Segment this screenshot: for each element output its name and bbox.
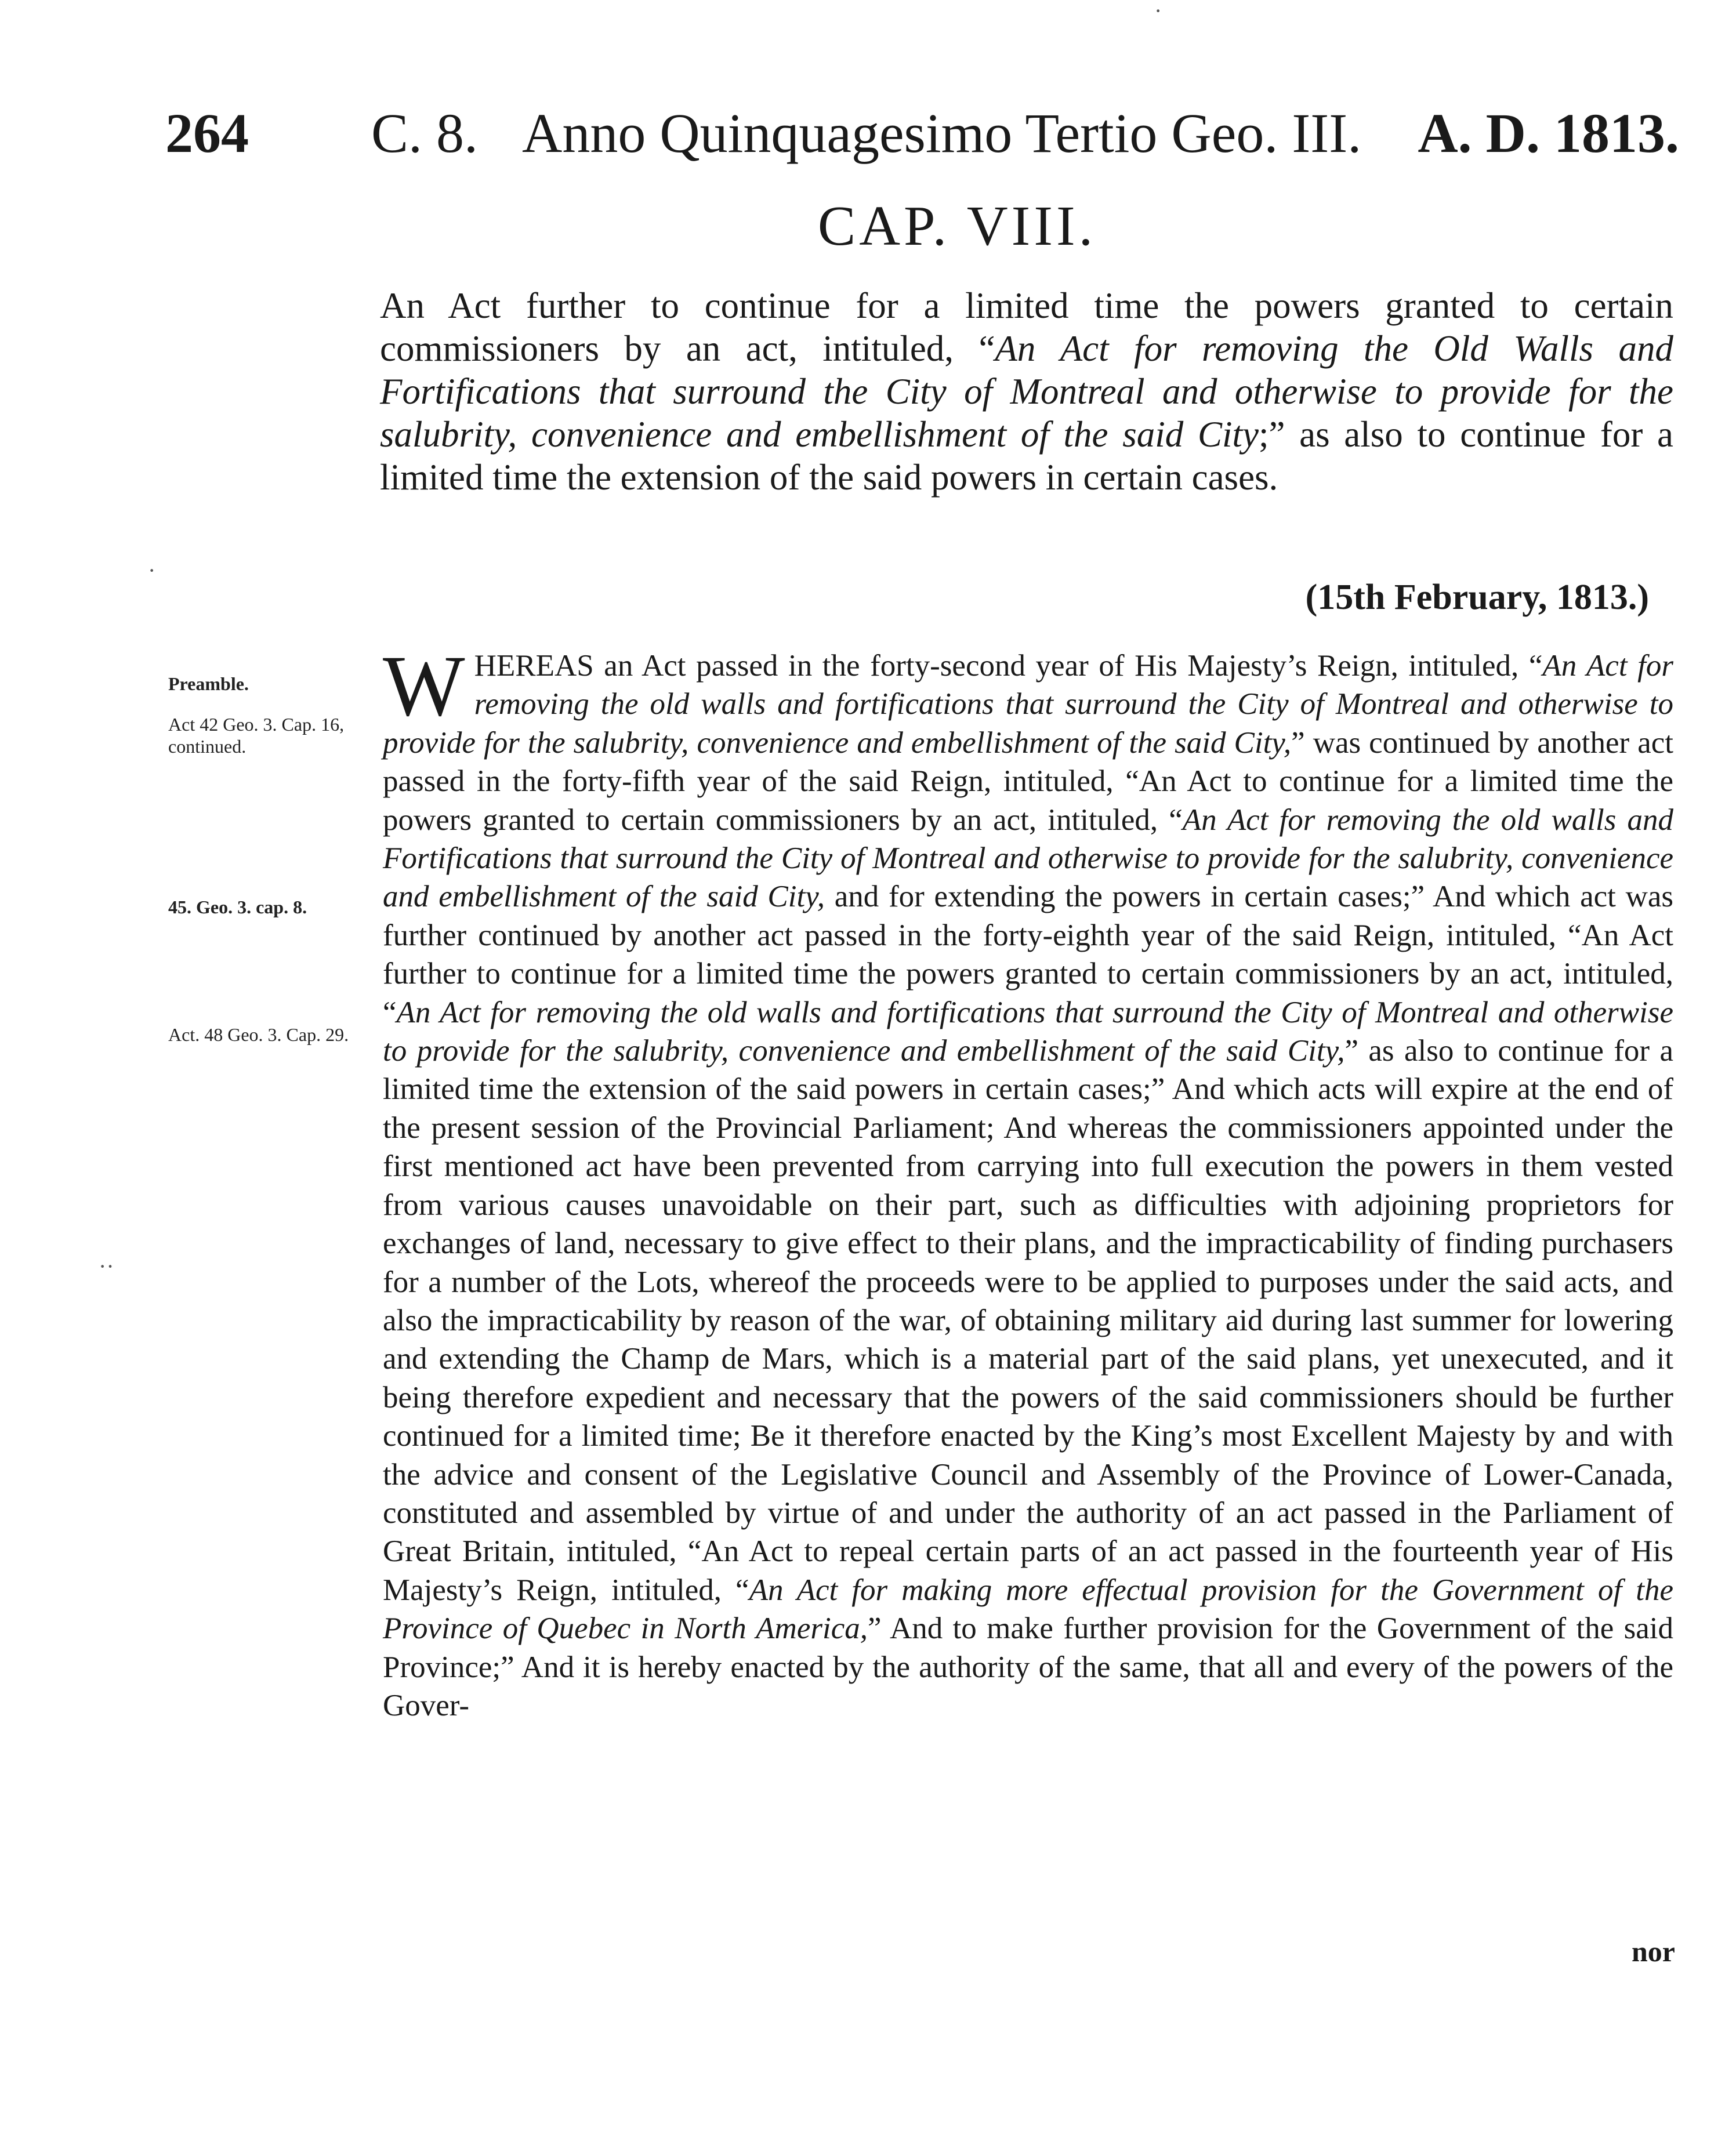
print-speck: ·	[1154, 0, 1162, 24]
enactment-date: (15th February, 1813.)	[1305, 578, 1649, 617]
print-speck: ·	[148, 557, 156, 583]
act-long-title	[380, 284, 1673, 499]
margin-note-act-42: Act 42 Geo. 3. Cap. 16, continued.	[168, 714, 345, 757]
page-number: 264	[165, 102, 249, 164]
running-head	[165, 99, 1679, 168]
anno-domini: A. D. 1813.	[1418, 102, 1679, 164]
body-segment: ” And to make further provision for the Government of the said Province;” And it is hereby enacted by the authority of the same, that all and every of the powers of the Gover-	[383, 1612, 1673, 1722]
chapter-reference: C. 8.	[371, 102, 479, 164]
regnal-year: Anno Quinquagesimo Tertio Geo. III.	[522, 102, 1362, 164]
body-italic: An Act for removing the old walls and fortifications that surround the City of Montreal and otherwise to provide for the salubrity, convenience and embellishment of the said City,	[383, 649, 1673, 760]
body-italic: An Act for removing the old walls and Fortifications that surround the City of Montreal and otherwise to provide for the salubrity, convenience and embellishment of the said City,	[383, 803, 1674, 914]
margin-note-act-45: 45. Geo. 3. cap. 8.	[168, 897, 307, 917]
body-italic: An Act for making more effectual provision for the Government of the Province of Quebec in North America,	[383, 1573, 1674, 1646]
chapter-title: CAP. VIII.	[817, 195, 1097, 257]
long-title-text: An Act further to continue for a limited time the powers granted to certain commissioners by an act, intituled, “	[380, 285, 1673, 369]
long-title-italic: An Act for removing the Old Walls and Fortifications that surround the City of Montreal and otherwise to provide for the salubrity, convenience and embellishment of the said City	[380, 328, 1673, 455]
body-italic: An Act for removing the old walls and fortifications that surround the City of Montreal and otherwise to provide for the salubrity, convenience and embellishment of the said City,	[383, 995, 1673, 1068]
long-title-text-end: ;” as also to continue for a limited time the extension of the said powers in certain cases.	[380, 414, 1673, 498]
body-segment: ” as also to continue for a limited time the extension of the said powers in certain cases;” And which acts will expire at the end of the present session of the Provincial Parliament; And whereas the commissioners appointed under the first mentioned act have been prevented from carrying into full execution the powers in them vested from various causes unavoidable on their part, such as difficulties with adjoining proprietors for exchanges of land, necessary to give effect to their plans, and the impracticability of finding purchasers for a number of the Lots, whereof the proceeds were to be applied to purposes under the said acts, and also the impracticability by reason of the war, of obtaining military aid during last summer for lowering and extending the Champ de Mars, which is a material part of the said plans, yet unexecuted, and it being therefore expedient and necessary that the powers of the said commissioners should be further continued for a limited time; Be it therefore enacted by the King’s most Excellent Majesty by and with the advice and consent of the Legislative Council and Assembly of the Province of Lower-Canada, constituted and assembled by virtue of and under the authority of an act passed in the Parliament of Great Britain, intituled, “An Act to repeal certain parts of an act passed in the fourteenth year of His Majesty’s Reign, intituled, “	[383, 1034, 1674, 1607]
catchword: nor	[1632, 1935, 1675, 1968]
margin-note-preamble: Preamble.	[168, 673, 249, 694]
body-segment: ” was continued by another act passed in the forty-fifth year of the said Reign, intituled, “An Act to continue for a limited time the powers granted to certain commissioners by an act, intituled, “	[383, 725, 1673, 837]
body-segment: HEREAS an Act passed in the forty-second year of His Majesty’s Reign, intituled, “	[474, 649, 1543, 683]
drop-cap: W	[383, 638, 465, 734]
body-segment: and for extending the powers in certain cases;” And which act was further continued by another act passed in the forty-eighth year of the said Reign, intituled, “An Act further to continue for a limited time the powers granted to certain commissioners by an act, intituled, “	[383, 880, 1673, 1029]
act-body-text	[383, 638, 1674, 1725]
print-speck: ··	[99, 1253, 114, 1279]
margin-note-act-48: Act. 48 Geo. 3. Cap. 29.	[168, 1024, 349, 1045]
